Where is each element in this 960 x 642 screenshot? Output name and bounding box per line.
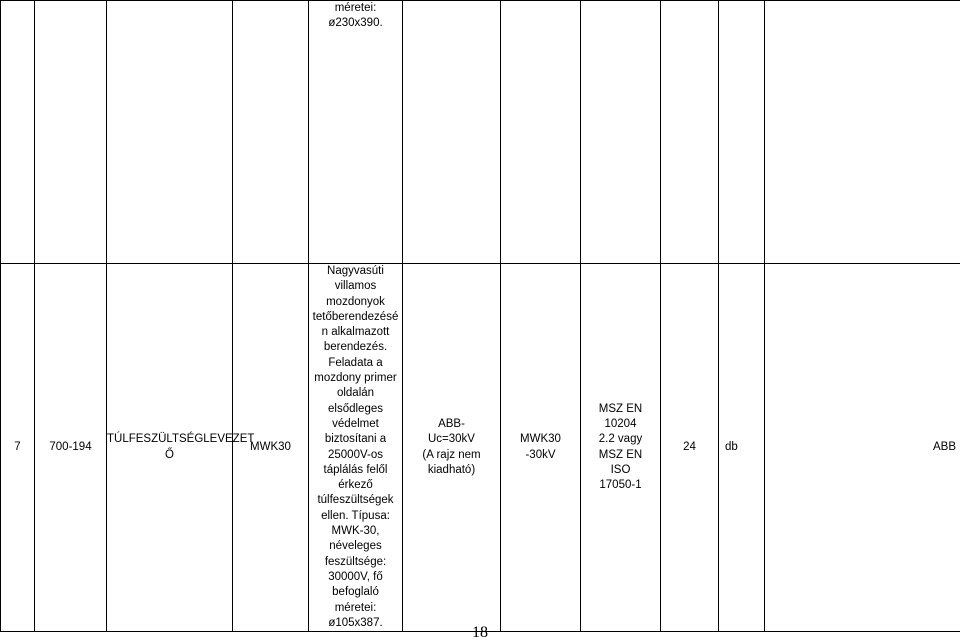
- offered-type: MWK30 -30kV: [520, 433, 561, 461]
- cell-type-top: [233, 1, 309, 264]
- cell-unit: db: [719, 264, 765, 632]
- cell-name: [107, 264, 255, 632]
- cell-manufacturer-top: [403, 1, 501, 264]
- cell-manufacturer-spec: [403, 264, 501, 632]
- cell-description: [309, 264, 403, 632]
- description-tail: méretei: ø230x390.: [328, 2, 383, 30]
- cell-code-top: [35, 1, 107, 264]
- cell-supplier: ABB: [765, 264, 960, 632]
- table-row: [1, 264, 960, 632]
- page-number: 18: [472, 624, 488, 641]
- cell-unit-top: [719, 1, 765, 264]
- item-name: TÚLFESZÜLTSÉGLEVEZET Ő: [107, 433, 255, 461]
- cell-code: 700-194: [35, 264, 107, 632]
- item-description: Nagyvasúti villamos mozdonyok tetőberendezésé n alkalmazott berendezés. Feladata a mozdony primer oldalán elsődleges védelmet biztosítani a 25000V-os táplálás felől érkező túlfeszültségek ellen. Típusa: MWK-30, néveleges feszültsége: 30000V, fő befoglaló méretei: ø105x387.: [312, 265, 399, 629]
- cell-offered-top: [501, 1, 581, 264]
- cell-quantity: 24: [661, 264, 719, 632]
- cell-supplier-top: [765, 1, 960, 264]
- cell-standard: [581, 264, 661, 632]
- cell-description-top: [309, 1, 403, 264]
- cell-offered-type: [501, 264, 581, 632]
- cell-name-top: [107, 1, 233, 264]
- cell-number-top: [1, 1, 35, 264]
- table-row: [1, 1, 960, 264]
- cell-standard-top: [581, 1, 661, 264]
- standard: MSZ EN 10204 2.2 vagy MSZ EN ISO 17050-1: [598, 402, 643, 492]
- manufacturer-spec: ABB- Uc=30kV (A rajz nem kiadható): [422, 417, 481, 476]
- cell-type: MWK30: [233, 264, 309, 632]
- cell-number: 7: [1, 264, 35, 632]
- cell-quantity-top: [661, 1, 719, 264]
